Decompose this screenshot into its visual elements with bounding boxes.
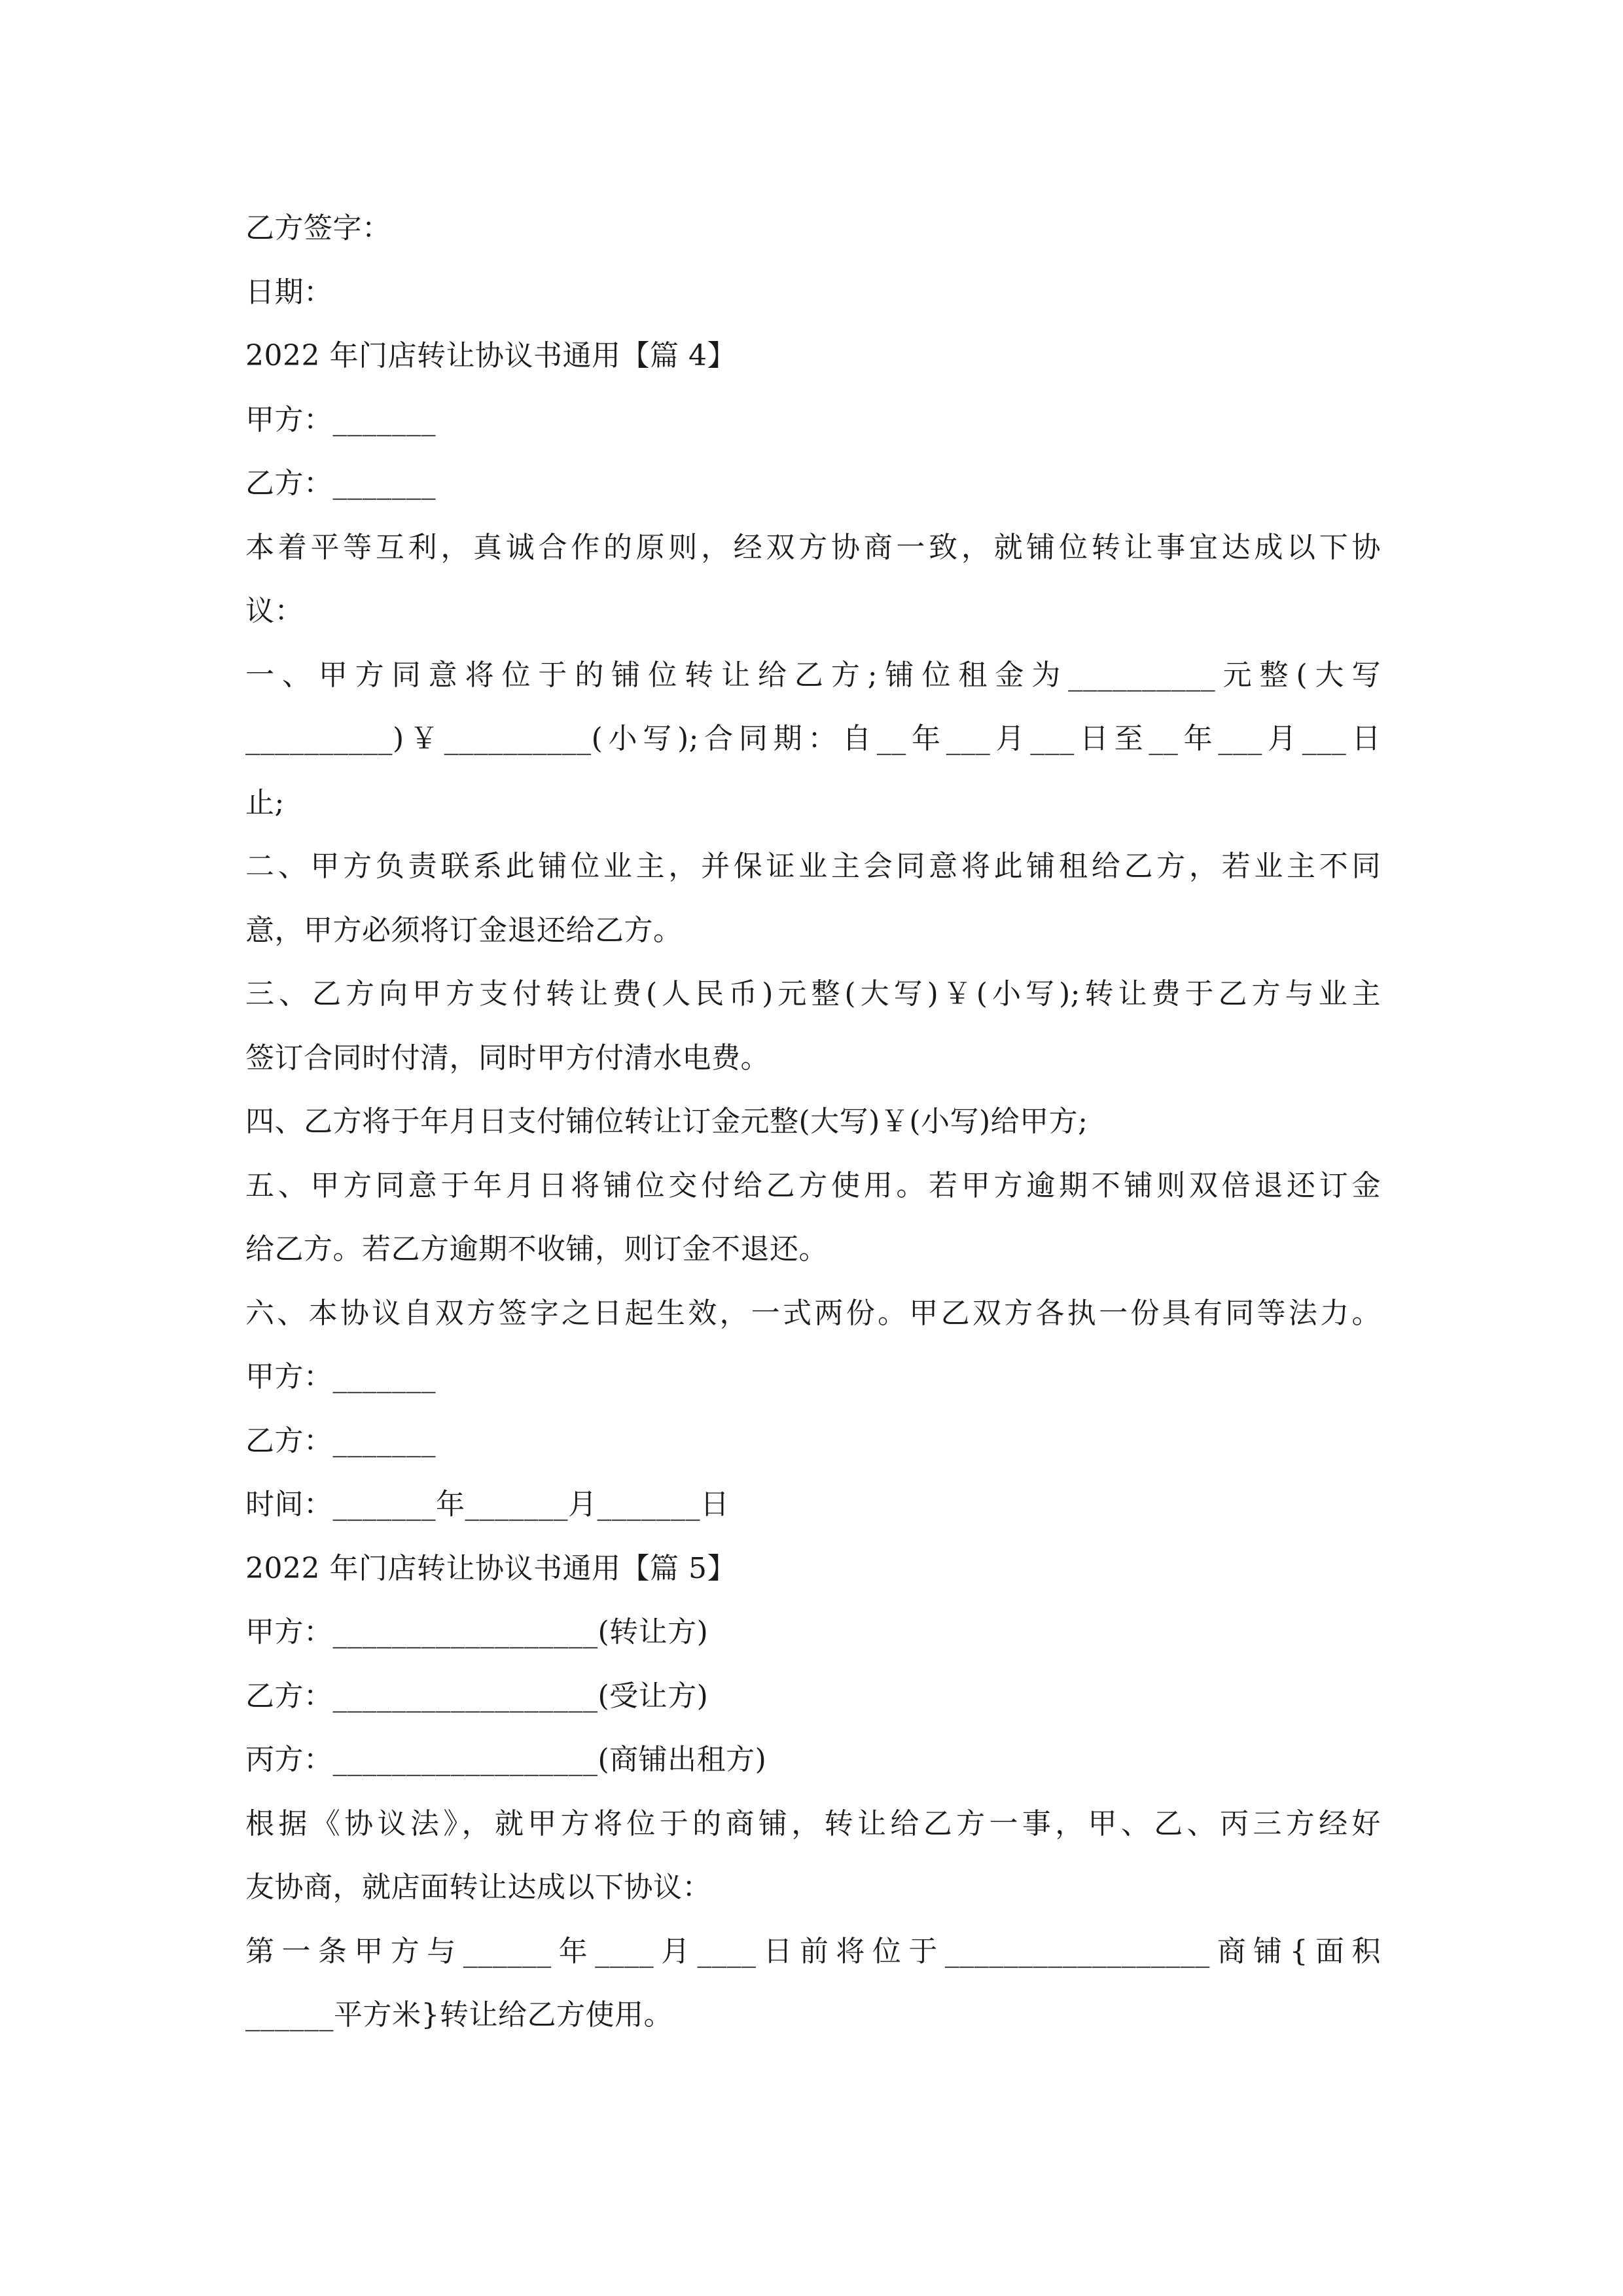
text-line: 甲方：_______ (245, 1360, 436, 1393)
text-line: 友协商，就店面转让达成以下协议： (245, 1871, 711, 1904)
text-line: 第一条甲方与______年____月____日前将位于__________________商铺{面积 (245, 1934, 1381, 1968)
text-line: 意，甲方必须将订金退还给乙方。 (245, 913, 683, 947)
section-heading: 2022 年门店转让协议书通用【篇 5】 (245, 1551, 736, 1585)
section-heading: 2022 年门店转让协议书通用【篇 4】 (245, 339, 736, 372)
text-line: 本着平等互利，真诚合作的原则，经双方协商一致，就铺位转让事宜达成以下协 (245, 530, 1381, 564)
text-line: 乙方：_______ (245, 467, 436, 500)
text-line: 止; (245, 785, 285, 819)
text-line: __________)￥__________(小写);合同期：自__年___月___日至__年___月___日 (245, 722, 1381, 755)
text-line: 四、乙方将于年月日支付铺位转让订金元整(大写)￥(小写)给甲方; (245, 1105, 1088, 1138)
text-line: 给乙方。若乙方逾期不收铺，则订金不退还。 (245, 1232, 828, 1266)
text-line: 签订合同时付清，同时甲方付清水电费。 (245, 1041, 770, 1075)
text-line: 日期： (245, 275, 333, 309)
text-line: 丙方：__________________(商铺出租方) (245, 1743, 767, 1776)
text-line: 五、甲方同意于年月日将铺位交付给乙方使用。若甲方逾期不铺则双倍退还订金 (245, 1168, 1381, 1202)
text-line: 乙方：_______ (245, 1424, 436, 1458)
text-line: 甲方：__________________(转让方) (245, 1615, 709, 1649)
text-line: 乙方：__________________(受让方) (245, 1679, 709, 1713)
text-line: 一、甲方同意将位于的铺位转让给乙方;铺位租金为__________元整(大写 (245, 658, 1381, 692)
text-line: 甲方：_______ (245, 403, 436, 437)
text-line: ______平方米}转让给乙方使用。 (245, 1998, 673, 2032)
text-line: 根据《协议法》，就甲方将位于的商铺，转让给乙方一事，甲、乙、丙三方经好 (245, 1806, 1381, 1840)
text-line: 三、乙方向甲方支付转让费(人民币)元整(大写)￥(小写);转让费于乙方与业主 (245, 977, 1381, 1011)
text-line: 时间：_______年_______月_______日 (245, 1488, 730, 1521)
text-line: 二、甲方负责联系此铺位业主，并保证业主会同意将此铺租给乙方，若业主不同 (245, 850, 1381, 883)
text-line: 议： (245, 594, 304, 628)
text-line: 六、本协议自双方签字之日起生效，一式两份。甲乙双方各执一份具有同等法力。 (245, 1296, 1381, 1330)
text-line: 乙方签字： (245, 211, 391, 245)
document-body (245, 196, 1381, 2047)
